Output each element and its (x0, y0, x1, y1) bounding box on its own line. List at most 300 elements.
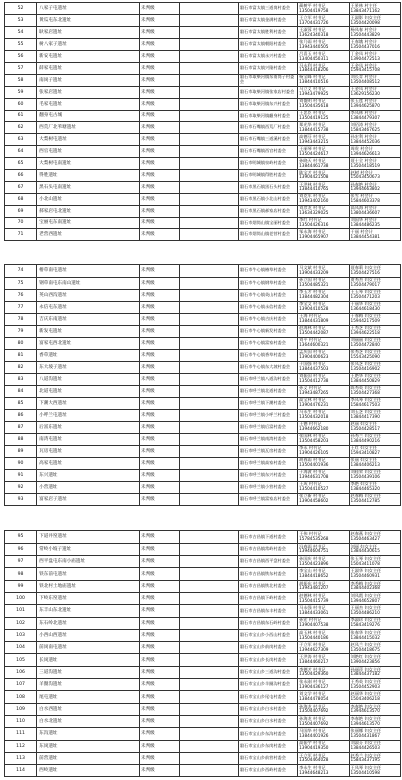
contact-person-2 (349, 385, 400, 397)
protection-level: 未判级 (139, 289, 179, 301)
contact-person-1 (298, 86, 349, 98)
contact-person-2 (349, 445, 400, 457)
protection-level: 未判级 (139, 740, 179, 752)
contact-person-1 (298, 313, 349, 325)
table-row (5, 568, 401, 580)
row-number: 90 (5, 457, 37, 469)
table-row (5, 98, 401, 110)
contact-person-1 (298, 568, 349, 580)
contact-person-2 (349, 457, 400, 469)
contact-name: 郑光华 村书记 (299, 122, 326, 128)
row-number: 89 (5, 445, 37, 457)
contact-person-2 (349, 409, 400, 421)
responsible-unit: 磐石市宝山乡羊圈沟村委会 (238, 679, 297, 691)
contact-phone: 13504415739 (299, 597, 329, 603)
site-name: 小营遗址 (37, 481, 140, 493)
site-name: 钢草南屯东南山遗址 (37, 277, 140, 289)
table-row (5, 146, 401, 158)
row-number: 106 (5, 666, 37, 678)
contact-person-2 (349, 629, 400, 641)
table-row (5, 27, 401, 39)
empty-cell (179, 169, 238, 181)
contact-phone: 13904458602 (299, 498, 329, 503)
empty-cell (179, 715, 238, 727)
contact-person-2 (349, 679, 400, 691)
empty-cell (179, 193, 238, 205)
contact-person-1 (298, 193, 349, 205)
responsible-unit: 磐石市石嘴镇三道溪村委会 (238, 134, 297, 146)
contact-phone: 15543425090 (350, 354, 380, 359)
empty-cell (179, 580, 238, 592)
empty-cell (179, 433, 238, 445)
contact-phone: 13844465320 (350, 486, 380, 491)
row-number: 63 (5, 134, 37, 146)
protection-level: 未判级 (139, 397, 179, 409)
contact-phone: 13504429360 (299, 671, 329, 677)
contact-name: 刘长青 村会计 (350, 74, 378, 80)
contact-name: 孙丽萍 妇女主任 (350, 666, 382, 672)
contact-name: 杨凤春 村会计 (350, 26, 378, 32)
contact-person-1 (298, 98, 349, 110)
row-number: 69 (5, 205, 37, 217)
protection-level: 未判级 (139, 74, 179, 86)
contact-person-2 (349, 421, 400, 433)
contact-phone: 13844406213 (350, 462, 380, 467)
contact-name: 于春梅 妇女主任 (350, 313, 382, 319)
contact-phone: 13944613570 (350, 720, 380, 726)
row-number: 88 (5, 433, 37, 445)
empty-cell (179, 543, 238, 555)
site-name: 富家屯西北遗址 (37, 337, 140, 349)
protection-level: 未判级 (139, 666, 179, 678)
site-table-block (4, 264, 401, 506)
empty-cell (179, 3, 238, 15)
contact-person-1 (298, 445, 349, 457)
row-number: 93 (5, 493, 37, 505)
empty-cell (179, 62, 238, 74)
contact-person-2 (349, 265, 400, 277)
section-sheet-3 (0, 528, 402, 778)
contact-phone: 13844401926 (299, 732, 329, 738)
site-name: 南湾屯遗址 (37, 433, 140, 445)
contact-person-2 (349, 605, 400, 617)
site-name: 得胜遗址 (37, 169, 140, 181)
contact-phone: 13904419350 (299, 745, 329, 751)
contact-name: 孙晓天 村书记 (299, 157, 326, 163)
contact-person-2 (349, 642, 400, 654)
protection-level: 未判级 (139, 86, 179, 98)
site-table-block (4, 2, 401, 241)
empty-cell (179, 134, 238, 146)
contact-person-2 (349, 361, 400, 373)
protection-level: 未判级 (139, 531, 179, 543)
responsible-unit: 磐石市石嘴镇西荒厂村委会 (238, 122, 297, 134)
site-name: 黑石头屯南遗址 (37, 181, 140, 193)
table-row (5, 433, 401, 445)
empty-cell (179, 86, 238, 98)
contact-phone: 13504408512 (350, 79, 380, 85)
contact-name: 聂士全 村会计 (350, 157, 378, 163)
row-number: 101 (5, 605, 37, 617)
contact-name: 张玉莲 村会计 (350, 98, 378, 104)
site-name: 永信屯东遗址 (37, 301, 140, 313)
contact-name: 赵秀兰 妇女主任 (350, 752, 382, 758)
contact-name: 于国强 村书记 (299, 361, 326, 367)
contact-phone: 13504412738 (299, 378, 329, 383)
contact-person-1 (298, 397, 349, 409)
table-row (5, 289, 401, 301)
contact-phone: 13504439106 (350, 474, 380, 479)
contact-phone: 13504426316 (299, 221, 329, 227)
contact-person-1 (298, 728, 349, 740)
contact-person-1 (298, 134, 349, 146)
responsible-unit: 磐石市牛心镇富家村委会 (238, 337, 297, 349)
contact-name: 张乃雨 村书记 (299, 38, 326, 44)
responsible-unit: 磐石市宝山乡白水村委会 (238, 703, 297, 715)
responsible-unit: 磐石市呼兰镇小营村委会 (238, 481, 297, 493)
contact-person-1 (298, 433, 349, 445)
contact-person-2 (349, 169, 400, 181)
contact-name: 张玉琴 妇女主任 (350, 555, 382, 561)
contact-person-1 (298, 457, 349, 469)
contact-phone: 13644618430 (350, 306, 380, 311)
contact-name: 吕喜玉 村书记 (299, 50, 326, 56)
contact-person-2 (349, 728, 400, 740)
empty-cell (179, 325, 238, 337)
contact-name: 刘国华 村会计 (350, 217, 378, 223)
contact-phone: 13904423856 (350, 659, 380, 665)
responsible-unit: 磐石市富太镇兴隆村委会 (238, 62, 297, 74)
contact-name: 高玉林 村书记 (299, 629, 326, 635)
responsible-unit: 磐石市呼兰镇瓦房村委会 (238, 445, 297, 457)
row-number: 80 (5, 337, 37, 349)
site-name: 西平盘屯东南小庙遗址 (37, 556, 140, 568)
contact-person-1 (298, 765, 349, 777)
contact-name: 张雪 村会计 (350, 193, 373, 199)
contact-name: 王成 村书记 (299, 481, 322, 487)
empty-cell (179, 181, 238, 193)
contact-name: 刘彦龙 村书记 (299, 205, 326, 211)
contact-name: 高振宇 村书记 (299, 740, 326, 746)
contact-name: 李红 村书记 (299, 217, 322, 223)
contact-phone: 15943415708 (350, 67, 380, 73)
contact-phone: 13504407692 (299, 720, 329, 726)
contact-person-2 (349, 301, 400, 313)
contact-person-2 (349, 481, 400, 493)
contact-phone: 13904426105 (299, 450, 329, 455)
empty-cell (179, 205, 238, 217)
contact-name: 李宝文 村书记 (299, 301, 326, 307)
contact-name: 马国华 村书记 (299, 728, 326, 734)
contact-phone: 13944622518 (350, 330, 380, 335)
protection-level: 未判级 (139, 654, 179, 666)
site-name: 香草遗址 (37, 349, 140, 361)
contact-phone: 13904465907 (299, 233, 329, 239)
contact-phone: 13844437182 (350, 671, 380, 677)
table-row (5, 51, 401, 63)
contact-phone: 13844479307 (350, 114, 380, 120)
contact-phone: 13504458203 (299, 438, 329, 443)
contact-name: 王海 村书记 (299, 313, 322, 319)
responsible-unit: 磐石市呼兰镇南湾村委会 (238, 433, 297, 445)
contact-person-1 (298, 373, 349, 385)
table-row (5, 580, 401, 592)
table-row (5, 397, 401, 409)
contact-person-2 (349, 703, 400, 715)
row-number: 65 (5, 158, 37, 170)
row-number: 60 (5, 98, 37, 110)
protection-level: 未判级 (139, 193, 179, 205)
protection-level: 未判级 (139, 181, 179, 193)
contact-person-1 (298, 51, 349, 63)
row-number: 103 (5, 629, 37, 641)
contact-name: 邹永海 村书记 (299, 229, 326, 235)
contact-name: 马永利 村书记 (299, 62, 326, 68)
contact-person-1 (298, 642, 349, 654)
contact-person-2 (349, 592, 400, 604)
protection-level: 未判级 (139, 469, 179, 481)
contact-phone: 15043411078 (350, 560, 380, 566)
responsible-unit: 磐石市呼兰镇小呼兰村委会 (238, 409, 297, 421)
contact-name: 王玉琴 妇女主任 (350, 289, 382, 295)
protection-level: 未判级 (139, 229, 179, 241)
site-name: 南岗子遗址 (37, 74, 140, 86)
contact-name: 王红 妇女主任 (350, 445, 378, 451)
row-number: 112 (5, 740, 37, 752)
contact-name: 王秀芝 妇女主任 (350, 325, 382, 331)
contact-phone: 13844486235 (350, 221, 380, 227)
empty-cell (179, 74, 238, 86)
contact-person-1 (298, 580, 349, 592)
empty-cell (179, 592, 238, 604)
contact-phone: 13943487265 (299, 390, 329, 395)
contact-name: 孙义 村书记 (299, 385, 322, 391)
contact-name: 胡春雨 村书记 (299, 457, 326, 463)
responsible-unit: 磐石市取柴河镇东兴村委会 (238, 98, 297, 110)
contact-name: 孙宏利 村会计 (350, 133, 378, 139)
contact-person-1 (298, 654, 349, 666)
protection-level: 未判级 (139, 217, 179, 229)
empty-cell (179, 654, 238, 666)
protection-level: 未判级 (139, 39, 179, 51)
contact-person-1 (298, 205, 349, 217)
contact-phone: 13844418652 (299, 573, 329, 579)
row-number: 104 (5, 642, 37, 654)
responsible-unit: 磐石市宝山乡东岗村委会 (238, 740, 297, 752)
contact-person-1 (298, 15, 349, 27)
contact-phone: 13904421508 (299, 174, 329, 180)
table-row (5, 217, 401, 229)
contact-name: 陈宝才 村书记 (299, 169, 326, 175)
row-number: 107 (5, 679, 37, 691)
contact-name: 刘振国 村书记 (299, 373, 326, 379)
site-name: 大梨树屯遗址 (37, 134, 140, 146)
contact-person-2 (349, 666, 400, 678)
site-name: 八道沟遗址 (37, 373, 140, 385)
protection-level: 未判级 (139, 62, 179, 74)
site-table (5, 3, 401, 241)
contact-phone: 13844430615 (350, 548, 380, 554)
empty-cell (179, 313, 238, 325)
responsible-unit: 磐石市吉昌镇铁东村委会 (238, 568, 297, 580)
responsible-unit: 磐石市富太镇三道岗村委会 (238, 3, 297, 15)
row-number: 102 (5, 617, 37, 629)
contact-phone: 13844415032 (350, 634, 380, 640)
empty-cell (179, 361, 238, 373)
contact-name: 李春艳 妇女主任 (350, 715, 382, 721)
table-row (5, 134, 401, 146)
row-number: 52 (5, 3, 37, 15)
site-name: 尾屯遗址 (37, 691, 140, 703)
contact-name: 赵春燕 妇女主任 (350, 531, 382, 537)
contact-name: 赵丽 妇女主任 (350, 421, 378, 427)
responsible-unit: 磐石市取柴河镇张家店村委会 (238, 86, 297, 98)
contact-phone: 13504401936 (299, 462, 329, 467)
protection-level: 未判级 (139, 373, 179, 385)
contact-phone: 13504423896 (299, 560, 329, 566)
protection-level: 未判级 (139, 605, 179, 617)
site-name: 前岗南屯遗址 (37, 642, 140, 654)
responsible-unit: 磐石市明城镇泉岭村委会 (238, 158, 297, 170)
responsible-unit: 磐石市吉昌镇下岭村委会 (238, 592, 297, 604)
responsible-unit: 磐石市宝山乡前岗村委会 (238, 642, 297, 654)
contact-phone: 13504443829 (350, 31, 380, 37)
site-name: 黄瓜屯东北遗址 (37, 15, 140, 27)
contact-person-2 (349, 325, 400, 337)
contact-person-2 (349, 134, 400, 146)
site-table (5, 265, 401, 506)
contact-person-1 (298, 277, 349, 289)
responsible-unit: 磐石市呼兰镇八道沟村委会 (238, 373, 297, 385)
responsible-unit: 磐石市呼兰镇东兴村委会 (238, 469, 297, 481)
site-name: 新发屯遗址 (37, 325, 140, 337)
contact-person-2 (349, 3, 400, 15)
contact-name: 李淑珍 妇女主任 (350, 617, 382, 623)
empty-cell (179, 703, 238, 715)
table-row (5, 531, 401, 543)
empty-cell (179, 217, 238, 229)
contact-phone: 13504472840 (350, 342, 380, 347)
empty-cell (179, 146, 238, 158)
contact-person-2 (349, 74, 400, 86)
contact-phone: 13504479017 (350, 282, 380, 287)
responsible-unit: 磐石市烟筒山镇宝丽村委会 (238, 217, 297, 229)
row-number: 113 (5, 752, 37, 764)
protection-level: 未判级 (139, 361, 179, 373)
contact-person-1 (298, 679, 349, 691)
contact-phone: 13944631708 (299, 474, 329, 479)
table-row (5, 691, 401, 703)
table-row (5, 62, 401, 74)
site-name: 富家店子遗址 (37, 493, 140, 505)
contact-person-2 (349, 62, 400, 74)
section-sheet-2 (0, 262, 402, 506)
contact-person-2 (349, 654, 400, 666)
contact-name: 张立新 村书记 (299, 493, 326, 499)
contact-phone: 13504418519 (350, 162, 380, 168)
contact-phone: 13904400623 (299, 354, 329, 359)
table-row (5, 229, 401, 241)
protection-level: 未判级 (139, 556, 179, 568)
row-number: 82 (5, 361, 37, 373)
responsible-unit: 磐石市牛心镇永信村委会 (238, 301, 297, 313)
contact-person-1 (298, 605, 349, 617)
responsible-unit: 磐石市吉昌镇东石岭村委会 (238, 617, 297, 629)
table-row (5, 740, 401, 752)
contact-person-2 (349, 715, 400, 727)
table-row (5, 679, 401, 691)
row-number: 111 (5, 728, 37, 740)
protection-level: 未判级 (139, 592, 179, 604)
site-name: 东兴遗址 (37, 469, 140, 481)
contact-name: 张秀芝 妇女主任 (350, 349, 382, 355)
site-name: 常岭小坡子遗址 (37, 543, 140, 555)
empty-cell (179, 337, 238, 349)
empty-cell (179, 122, 238, 134)
responsible-unit: 磐石市吉昌镇常岭村委会 (238, 543, 297, 555)
contact-person-1 (298, 592, 349, 604)
table-row (5, 592, 401, 604)
responsible-unit: 磐石市宝山乡三道沟村委会 (238, 666, 297, 678)
site-name: 下潮大西遗址 (37, 397, 140, 409)
contact-phone: 13844431809 (299, 318, 329, 323)
contact-person-1 (298, 181, 349, 193)
row-number: 85 (5, 397, 37, 409)
contact-person-1 (298, 481, 349, 493)
table-row (5, 457, 401, 469)
table-row (5, 86, 401, 98)
contact-name: 于丽 村会计 (350, 229, 373, 235)
table-row (5, 493, 401, 505)
protection-level: 未判级 (139, 98, 179, 110)
contact-person-1 (298, 158, 349, 170)
contact-phone: 13504420098 (350, 19, 380, 25)
contact-name: 刘淑芬 妇女主任 (350, 740, 382, 746)
responsible-unit: 磐石市呼兰镇后富村委会 (238, 421, 297, 433)
contact-phone: 15844603378 (350, 198, 380, 204)
empty-cell (179, 51, 238, 63)
contact-phone: 13504424617 (299, 150, 329, 156)
site-name: 瓦房屯遗址 (37, 445, 140, 457)
contact-person-1 (298, 110, 349, 122)
protection-level: 未判级 (139, 629, 179, 641)
contact-name: 冯春雨 村书记 (299, 543, 326, 549)
protection-level: 未判级 (139, 337, 179, 349)
contact-phone: 13904476231 (299, 402, 329, 407)
contact-name: 王景林 村主任 (350, 3, 378, 8)
contact-person-2 (349, 740, 400, 752)
contact-name: 陈秀英 妇女主任 (350, 385, 382, 391)
empty-cell (179, 98, 238, 110)
empty-cell (179, 385, 238, 397)
contact-phone: 13504440186 (299, 634, 329, 640)
contact-phone: 15844617503 (350, 402, 380, 407)
empty-cell (179, 15, 238, 27)
contact-person-1 (298, 146, 349, 158)
responsible-unit: 磐石市牛心镇英山村委会 (238, 289, 297, 301)
contact-phone: 15843467625 (350, 126, 380, 132)
site-name: 薛家屯遗址 (37, 62, 140, 74)
table-row (5, 373, 401, 385)
contact-person-1 (298, 27, 349, 39)
contact-name: 刘丽 妇女主任 (350, 543, 378, 549)
site-name: 西荒厂北苇塘遗址 (37, 122, 140, 134)
row-number: 68 (5, 193, 37, 205)
responsible-unit: 磐石市烟筒山镇老营村委会 (238, 229, 297, 241)
row-number: 110 (5, 715, 37, 727)
site-name: 东丰山东北遗址 (37, 605, 140, 617)
contact-phone: 13504410527 (299, 486, 329, 491)
